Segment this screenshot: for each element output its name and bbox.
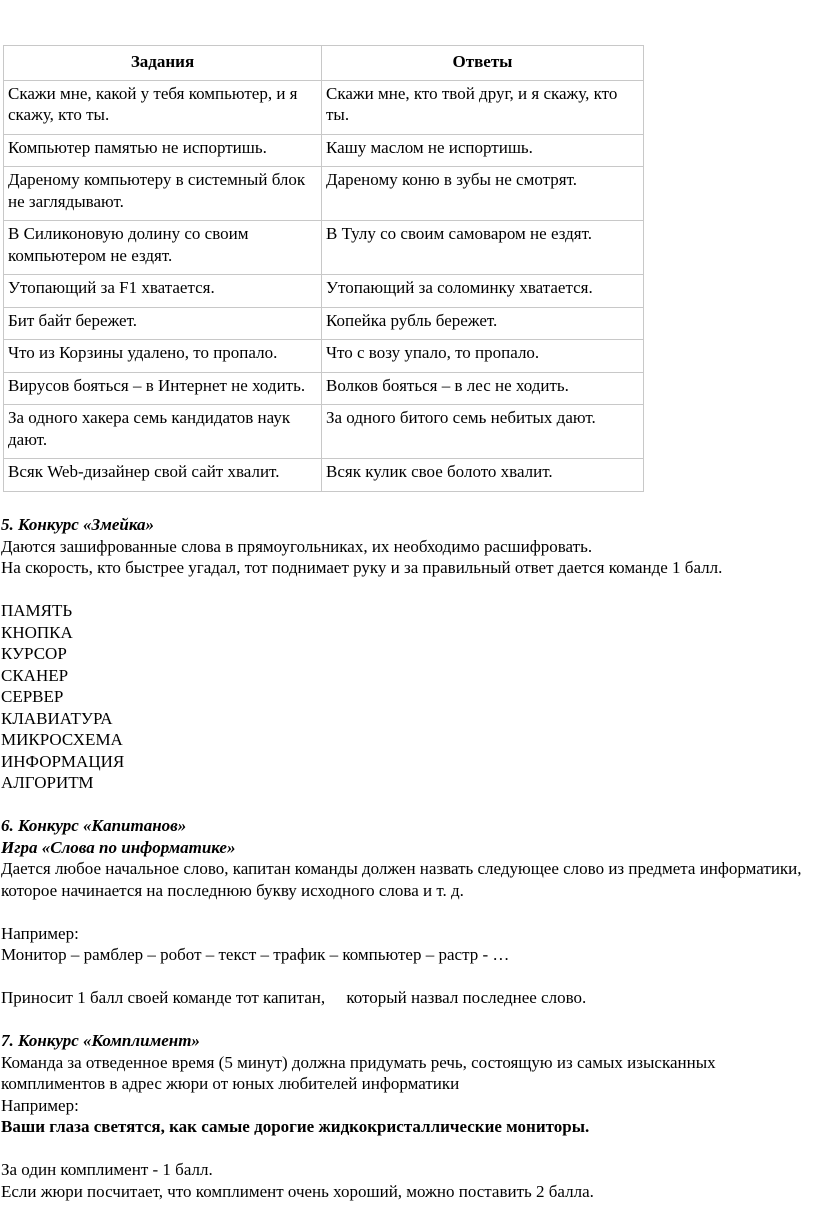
header-answers: Ответы: [322, 46, 644, 81]
table-row: [4, 307, 644, 340]
word-item: КУРСОР: [1, 644, 67, 663]
table-row: [4, 340, 644, 373]
contest6-example-label: Например:: [1, 923, 79, 943]
task-cell: Что из Корзины удалено, то пропало.: [4, 340, 322, 373]
word-item: СЕРВЕР: [1, 687, 64, 706]
answer-cell: Волков бояться – в лес не ходить.: [322, 372, 644, 405]
answer-cell: Кашу маслом не испортишь.: [322, 134, 644, 167]
task-cell: В Силиконовую долину со своим компьютером не ездят.: [4, 221, 322, 275]
answer-cell: За одного битого семь небитых дают.: [322, 405, 644, 459]
answer-cell: Копейка рубль бережет.: [322, 307, 644, 340]
proverbs-table: [3, 45, 644, 492]
contest7-title: 7. Конкурс «Комплимент»: [1, 1031, 200, 1050]
contest6-title: 6. Конкурс «Капитанов»: [1, 816, 187, 835]
contest6-example: Монитор – рамблер – робот – текст – трафик – компьютер – растр - …: [1, 945, 510, 964]
table-row: [4, 372, 644, 405]
contest7-score-double: Если жюри посчитает, что комплимент очень хороший, можно поставить 2 балла.: [1, 1181, 594, 1201]
word-item: КЛАВИАТУРА: [1, 708, 113, 728]
contest5-title: 5. Конкурс «Змейка»: [1, 515, 155, 534]
contest5-description: Даются зашифрованные слова в прямоугольниках, их необходимо расшифровать.: [1, 536, 593, 556]
word-item: КНОПКА: [1, 622, 73, 642]
task-cell: Дареному компьютеру в системный блок не заглядывают.: [4, 167, 322, 221]
contest5-rules: На скорость, кто быстрее угадал, тот поднимает руку и за правильный ответ дается команде 1 балл.: [1, 558, 723, 577]
answer-cell: В Тулу со своим самоваром не ездят.: [322, 221, 644, 275]
table-row: [4, 275, 644, 308]
contest7-score-single: За один комплимент - 1 балл.: [1, 1160, 213, 1179]
contest6-description: Дается любое начальное слово, капитан команды должен назвать следующее слово из предмета информатики, которое начинается на последнюю букву исходного слова и т. д.: [1, 859, 802, 900]
document-body: [1, 514, 811, 1202]
table-row: [4, 167, 644, 221]
header-tasks: Задания: [4, 46, 322, 81]
answer-cell: Дареному коню в зубы не смотрят.: [322, 167, 644, 221]
contest7-example: Ваши глаза светятся, как самые дорогие жидкокристаллические мониторы.: [1, 1117, 590, 1136]
task-cell: За одного хакера семь кандидатов наук дают.: [4, 405, 322, 459]
task-cell: Скажи мне, какой у тебя компьютер, и я скажу, кто ты.: [4, 80, 322, 134]
answer-cell: Утопающий за соломинку хватается.: [322, 275, 644, 308]
word-item: АЛГОРИТМ: [1, 773, 94, 792]
table-header-row: [4, 46, 644, 81]
contest7-example-label: Например:: [1, 1095, 79, 1115]
table-row: [4, 134, 644, 167]
answer-cell: Что с возу упало, то пропало.: [322, 340, 644, 373]
task-cell: Компьютер памятью не испортишь.: [4, 134, 322, 167]
answer-cell: Скажи мне, кто твой друг, и я скажу, кто ты.: [322, 80, 644, 134]
task-cell: Утопающий за F1 хватается.: [4, 275, 322, 308]
task-cell: Всяк Web-дизайнер свой сайт хвалит.: [4, 459, 322, 492]
task-cell: Бит байт бережет.: [4, 307, 322, 340]
contest6-scoring: Приносит 1 балл своей команде тот капитан, который назвал последнее слово.: [1, 988, 587, 1007]
word-item: МИКРОСХЕМА: [1, 730, 123, 749]
word-item: СКАНЕР: [1, 665, 69, 685]
contest7-description: Команда за отведенное время (5 минут) должна придумать речь, состоящую из самых изысканных комплиментов в адрес жюри от юных любителей информатики: [1, 1052, 716, 1093]
table-row: [4, 405, 644, 459]
table-row: [4, 80, 644, 134]
word-item: ИНФОРМАЦИЯ: [1, 751, 125, 771]
contest6-subtitle: Игра «Слова по информатике»: [1, 837, 236, 857]
task-cell: Вирусов бояться – в Интернет не ходить.: [4, 372, 322, 405]
table-row: [4, 459, 644, 492]
answer-cell: Всяк кулик свое болото хвалит.: [322, 459, 644, 492]
table-row: [4, 221, 644, 275]
word-item: ПАМЯТЬ: [1, 601, 73, 620]
